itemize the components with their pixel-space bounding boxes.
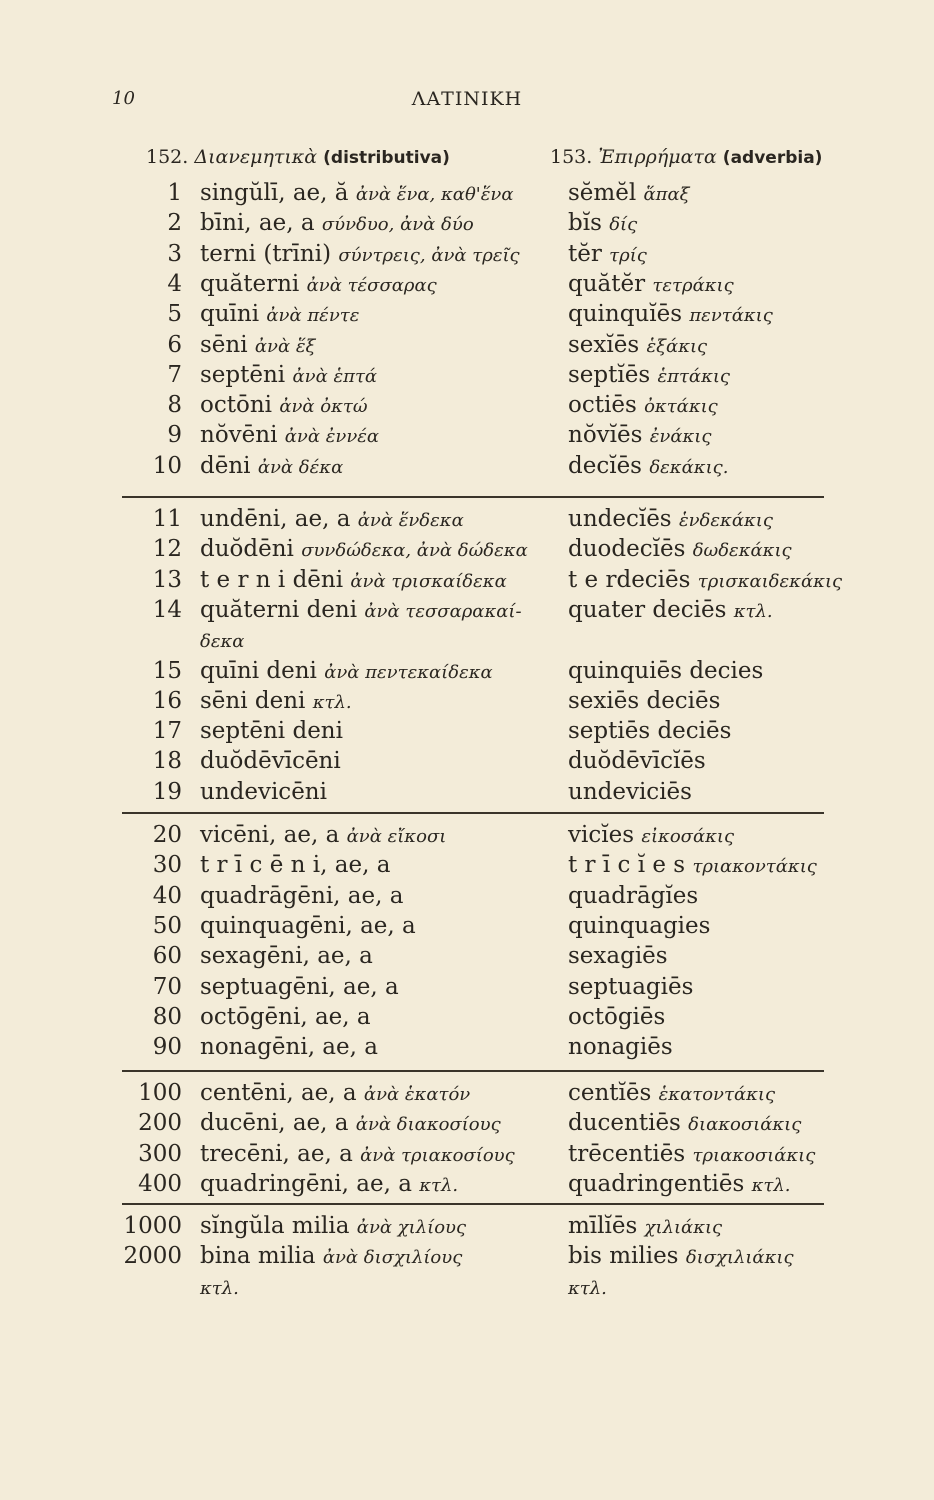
adverb-latin: septuagiēs bbox=[568, 973, 694, 1000]
adverb-latin: octōgiēs bbox=[568, 1003, 666, 1030]
adverb-cell bbox=[568, 536, 792, 562]
adverb-greek: ἑξάκις bbox=[646, 335, 708, 357]
distributive-greek: συνδώδεκα, ἀνὰ δώδεκα bbox=[301, 540, 528, 562]
table-row bbox=[0, 392, 934, 422]
distributive-latin: quinquagēni, ae, a bbox=[200, 912, 416, 939]
distributive-greek: ἀνὰ πέντε bbox=[266, 305, 360, 327]
numeral-value: 80 bbox=[152, 1003, 182, 1030]
distributive-cell bbox=[200, 536, 528, 562]
section-number: 152. bbox=[146, 146, 189, 168]
table-row bbox=[0, 1141, 934, 1171]
distributive-latin: t r ī c ē n i, ae, a bbox=[200, 852, 391, 879]
distributive-cell bbox=[200, 1004, 371, 1030]
adverb-latin: septĭēs bbox=[568, 361, 651, 388]
distributive-greek: ἀνὰ εἴκοσι bbox=[346, 826, 447, 847]
section-heading-adverbia bbox=[550, 146, 822, 168]
distributive-latin: quīni bbox=[200, 301, 260, 328]
distributive-latin: quadrāgēni, ae, a bbox=[200, 882, 404, 909]
adverb-greek: δεκάκις. bbox=[649, 456, 729, 478]
adverb-latin: duodecĭēs bbox=[568, 536, 686, 563]
distributive-latin: octōgēni, ae, a bbox=[200, 1003, 371, 1030]
adverb-greek: τρισκαιδεκάκις bbox=[697, 570, 843, 592]
distributive-greek: ἀνὰ ἕνδεκα bbox=[357, 510, 464, 531]
table-row bbox=[0, 1004, 934, 1034]
distributive-cell bbox=[200, 779, 327, 805]
adverb-greek: ἐνάκις bbox=[649, 426, 712, 448]
adverb-greek: πεντάκις bbox=[689, 305, 773, 327]
distributive-latin: singŭlī, ae, ă bbox=[200, 180, 349, 206]
distributive-cell bbox=[200, 852, 390, 878]
distributive-greek: ἀνὰ πεντεκαίδεκα bbox=[324, 661, 493, 683]
distributive-cell bbox=[200, 392, 368, 418]
distributive-latin: quadringēni, ae, a bbox=[200, 1170, 412, 1197]
distributive-greek: ἀνὰ τεσσαρακαί- bbox=[364, 600, 522, 622]
distributive-greek: ἀνὰ ἑπτά bbox=[292, 365, 378, 387]
adverb-cell bbox=[568, 1213, 722, 1239]
distributive-latin: sĭngŭla milia bbox=[200, 1213, 350, 1239]
adverb-greek: ἑκατοντάκις bbox=[658, 1084, 776, 1105]
distributive-greek: ἀνὰ ἕνα, καθ'ἕνα bbox=[355, 184, 514, 205]
table-row bbox=[0, 536, 934, 566]
distributive-cell bbox=[200, 718, 343, 744]
distributive-greek: σύντρεις, ἀνὰ τρεῖς bbox=[338, 244, 520, 266]
table-row bbox=[0, 597, 934, 627]
numeral-value: 5 bbox=[167, 301, 182, 328]
distributive-greek: κτλ. bbox=[312, 691, 352, 713]
adverb-latin: vicĭes bbox=[568, 822, 635, 848]
section-title-latin: (distributiva) bbox=[323, 148, 450, 168]
adverb-greek: δίς bbox=[609, 214, 638, 236]
distributive-latin: trecēni, ae, a bbox=[200, 1140, 353, 1167]
distributive-greek: ἀνὰ δέκα bbox=[257, 456, 344, 478]
section-heading-distributiva bbox=[146, 146, 450, 168]
adverb-cell bbox=[568, 453, 728, 479]
adverb-latin: quinquiēs decies bbox=[568, 657, 764, 684]
table-row bbox=[0, 943, 934, 973]
adverb-cell bbox=[568, 506, 773, 532]
distributive-cell bbox=[200, 658, 493, 684]
numeral-value: 19 bbox=[152, 778, 182, 805]
numeral-value: 30 bbox=[152, 852, 182, 879]
adverb-cell bbox=[568, 1034, 673, 1060]
adverb-latin: centĭēs bbox=[568, 1080, 652, 1106]
numeral-value: 100 bbox=[138, 1080, 182, 1106]
adverb-latin: t e rdeciēs bbox=[568, 566, 691, 593]
adverb-latin: bis milies bbox=[568, 1243, 679, 1270]
adverb-latin: octiēs bbox=[568, 392, 637, 419]
numeral-value: 400 bbox=[138, 1170, 182, 1197]
table-row bbox=[0, 974, 934, 1004]
distributive-greek: ἀνὰ δισχιλίους bbox=[322, 1247, 463, 1269]
numeral-value: 6 bbox=[167, 331, 182, 358]
distributive-latin: sēni deni bbox=[200, 687, 306, 714]
adverb-cell bbox=[568, 567, 842, 593]
distributive-cell bbox=[200, 822, 446, 848]
adverb-cell bbox=[568, 210, 637, 236]
table-row bbox=[0, 1274, 934, 1304]
numeral-value: 2000 bbox=[123, 1243, 182, 1270]
distributive-latin: terni (trīni) bbox=[200, 240, 332, 267]
table-row bbox=[0, 271, 934, 301]
adverb-latin: quadringentiēs bbox=[568, 1170, 745, 1197]
distributive-cell bbox=[200, 210, 474, 236]
adverb-greek: δωδεκάκις bbox=[692, 540, 792, 562]
table-row bbox=[0, 1243, 934, 1273]
table-row bbox=[0, 210, 934, 240]
distributive-cell bbox=[200, 506, 464, 532]
numeral-value: 11 bbox=[152, 506, 182, 532]
adverb-greek: δισχιλιάκις bbox=[685, 1247, 794, 1269]
adverb-latin: quadrāgĭes bbox=[568, 882, 699, 909]
group-divider bbox=[122, 812, 824, 814]
adverb-greek: ἑνδεκάκις bbox=[678, 510, 773, 531]
distributive-latin: bīni, ae, a bbox=[200, 210, 315, 237]
distributive-greek: σύνδυο, ἀνὰ δύο bbox=[321, 214, 474, 236]
adverb-greek: ἑπτάκις bbox=[657, 365, 731, 387]
distributive-cell bbox=[200, 1141, 515, 1167]
adverb-greek: κτλ. bbox=[733, 600, 773, 622]
adverb-greek: ὀκτάκις bbox=[644, 396, 718, 418]
table-row bbox=[0, 422, 934, 452]
distributive-latin: duŏdēvīcēni bbox=[200, 748, 341, 775]
adverb-cell bbox=[568, 1243, 794, 1269]
numeral-value: 8 bbox=[167, 392, 182, 419]
numeral-value: 9 bbox=[167, 422, 182, 449]
distributive-greek: κτλ. bbox=[200, 1277, 239, 1299]
adverb-cell bbox=[568, 822, 734, 848]
distributive-greek: ἀνὰ τρισκαίδεκα bbox=[350, 570, 507, 592]
adverb-greek: τρίς bbox=[609, 244, 647, 266]
group-divider bbox=[122, 1070, 824, 1072]
distributive-cell bbox=[200, 180, 514, 206]
adverb-latin: nonagiēs bbox=[568, 1034, 673, 1061]
distributive-latin: nonagēni, ae, a bbox=[200, 1034, 378, 1061]
adverb-latin: mīlĭēs bbox=[568, 1213, 638, 1239]
distributive-cell bbox=[200, 883, 403, 909]
numeral-value: 15 bbox=[152, 657, 182, 684]
table-row bbox=[0, 1213, 934, 1243]
numeral-value: 200 bbox=[138, 1110, 182, 1137]
distributive-greek: ἀνὰ χιλίους bbox=[356, 1217, 467, 1238]
numeral-value: 1 bbox=[167, 180, 182, 206]
distributive-cell bbox=[200, 943, 373, 969]
distributive-latin: septuagēni, ae, a bbox=[200, 973, 399, 1000]
adverb-cell bbox=[568, 779, 692, 805]
table-row bbox=[0, 241, 934, 271]
adverb-latin: bĭs bbox=[568, 210, 602, 237]
table-row bbox=[0, 852, 934, 882]
table-row bbox=[0, 453, 934, 483]
numeral-value: 1000 bbox=[123, 1213, 182, 1239]
distributive-latin: duŏdēni bbox=[200, 536, 294, 563]
distributive-latin: septēni bbox=[200, 361, 286, 388]
adverb-cell bbox=[568, 658, 763, 684]
distributive-latin: undēni, ae, a bbox=[200, 506, 351, 532]
distributive-latin: sēni bbox=[200, 331, 248, 358]
distributive-cell bbox=[200, 748, 341, 774]
distributive-cell bbox=[200, 627, 244, 653]
numeral-value: 10 bbox=[152, 452, 182, 479]
table-row bbox=[0, 1034, 934, 1064]
adverb-cell bbox=[568, 1274, 607, 1300]
adverb-greek: ἅπαξ bbox=[643, 184, 690, 205]
table-row bbox=[0, 688, 934, 718]
distributive-cell bbox=[200, 362, 377, 388]
distributive-greek: ἀνὰ διακοσίους bbox=[355, 1114, 501, 1136]
distributive-latin: quīni deni bbox=[200, 657, 317, 684]
adverb-latin: quătĕr bbox=[568, 270, 646, 297]
table-row bbox=[0, 1171, 934, 1201]
adverb-latin: sĕmĕl bbox=[568, 180, 637, 206]
distributive-cell bbox=[200, 597, 522, 623]
distributive-latin: octōni bbox=[200, 392, 272, 419]
section-title-greek: Ἐπιρρήματα bbox=[598, 146, 717, 168]
adverb-cell bbox=[568, 301, 773, 327]
distributive-latin: ducēni, ae, a bbox=[200, 1110, 349, 1137]
adverb-greek: εἰκοσάκις bbox=[641, 826, 735, 847]
adverb-latin: duŏdēvīcĭēs bbox=[568, 748, 706, 775]
distributive-cell bbox=[200, 974, 399, 1000]
distributive-greek: ἀνὰ ἐννέα bbox=[284, 426, 380, 448]
adverb-latin: decĭēs bbox=[568, 452, 642, 479]
adverb-cell bbox=[568, 718, 731, 744]
distributive-cell bbox=[200, 1034, 378, 1060]
table-row bbox=[0, 567, 934, 597]
adverb-cell bbox=[568, 1004, 665, 1030]
numeral-value: 4 bbox=[167, 270, 182, 297]
adverb-cell bbox=[568, 241, 647, 267]
distributive-greek: ἀνὰ τέσσαρας bbox=[306, 274, 437, 296]
adverb-latin: quinquĭēs bbox=[568, 301, 683, 328]
numeral-value: 40 bbox=[152, 882, 182, 909]
group-divider bbox=[122, 1203, 824, 1205]
adverb-greek: διακοσιάκις bbox=[688, 1114, 802, 1136]
numeral-value: 18 bbox=[152, 748, 182, 775]
adverb-latin: quinquagies bbox=[568, 912, 711, 939]
distributive-latin: nŏvēni bbox=[200, 422, 278, 449]
table-row bbox=[0, 1080, 934, 1110]
adverb-greek: τριακοσιάκις bbox=[692, 1144, 816, 1166]
distributive-latin: quăterni deni bbox=[200, 596, 358, 623]
numeral-value: 70 bbox=[152, 973, 182, 1000]
page-number: 10 bbox=[112, 88, 135, 109]
numeral-value: 3 bbox=[167, 240, 182, 267]
numeral-value: 16 bbox=[152, 687, 182, 714]
table-row bbox=[0, 718, 934, 748]
distributive-greek: ἀνὰ ἕξ bbox=[254, 335, 316, 357]
distributive-greek: ἀνὰ ἑκατόν bbox=[363, 1084, 471, 1105]
numeral-value: 12 bbox=[152, 536, 182, 563]
adverb-latin: sexiēs deciēs bbox=[568, 687, 721, 714]
distributive-cell bbox=[200, 567, 507, 593]
table-row bbox=[0, 627, 934, 657]
distributive-cell bbox=[200, 1171, 458, 1197]
adverb-latin: ducentiēs bbox=[568, 1110, 681, 1137]
adverb-latin: sexĭēs bbox=[568, 331, 640, 358]
adverb-latin: trēcentiēs bbox=[568, 1140, 686, 1167]
distributive-cell bbox=[200, 1274, 239, 1300]
distributive-cell bbox=[200, 453, 343, 479]
adverb-cell bbox=[568, 1141, 815, 1167]
table-row bbox=[0, 301, 934, 331]
distributive-cell bbox=[200, 1213, 466, 1239]
adverb-cell bbox=[568, 597, 773, 623]
numeral-value: 300 bbox=[138, 1140, 182, 1167]
distributive-greek: δεκα bbox=[200, 631, 245, 653]
distributive-latin: sexagēni, ae, a bbox=[200, 943, 373, 970]
adverb-cell bbox=[568, 392, 718, 418]
distributive-cell bbox=[200, 1243, 462, 1269]
table-row bbox=[0, 883, 934, 913]
numeral-value: 90 bbox=[152, 1034, 182, 1061]
table-row bbox=[0, 180, 934, 210]
table-row bbox=[0, 506, 934, 536]
adverb-cell bbox=[568, 271, 734, 297]
distributive-latin: septēni deni bbox=[200, 718, 343, 745]
section-title-latin: (adverbia) bbox=[722, 148, 823, 168]
adverb-cell bbox=[568, 748, 706, 774]
adverb-latin: quater deciēs bbox=[568, 596, 727, 623]
numeral-value: 2 bbox=[167, 210, 182, 237]
distributive-greek: ἀνὰ ὀκτώ bbox=[279, 396, 368, 418]
section-title-greek: Διανεμητικὰ bbox=[194, 146, 318, 168]
adverb-greek: τριακοντάκις bbox=[692, 856, 817, 878]
distributive-cell bbox=[200, 332, 315, 358]
distributive-latin: quăterni bbox=[200, 270, 300, 297]
adverb-cell bbox=[568, 688, 720, 714]
distributive-greek: κτλ. bbox=[419, 1174, 459, 1196]
adverb-latin: sexagiēs bbox=[568, 943, 668, 970]
distributive-cell bbox=[200, 913, 416, 939]
running-title: ΛΑΤΙΝΙΚΗ bbox=[411, 88, 523, 110]
adverb-cell bbox=[568, 180, 690, 206]
adverb-latin: undeviciēs bbox=[568, 778, 692, 805]
adverb-greek: τετράκις bbox=[652, 274, 734, 296]
table-row bbox=[0, 913, 934, 943]
section-number: 153. bbox=[550, 146, 593, 168]
adverb-greek: χιλιάκις bbox=[644, 1217, 723, 1238]
adverb-cell bbox=[568, 362, 730, 388]
distributive-greek: ἀνὰ τριακοσίους bbox=[360, 1144, 515, 1166]
adverb-latin: t r ī c ĭ e s bbox=[568, 852, 686, 879]
distributive-cell bbox=[200, 688, 352, 714]
distributive-cell bbox=[200, 1110, 501, 1136]
table-row bbox=[0, 362, 934, 392]
numeral-value: 60 bbox=[152, 943, 182, 970]
distributive-cell bbox=[200, 271, 437, 297]
table-row bbox=[0, 822, 934, 852]
numeral-value: 7 bbox=[167, 361, 182, 388]
adverb-cell bbox=[568, 422, 711, 448]
distributive-cell bbox=[200, 301, 359, 327]
adverb-cell bbox=[568, 943, 668, 969]
adverb-cell bbox=[568, 913, 710, 939]
adverb-cell bbox=[568, 1080, 775, 1106]
adverb-cell bbox=[568, 852, 817, 878]
adverb-cell bbox=[568, 974, 693, 1000]
distributive-cell bbox=[200, 1080, 470, 1106]
numeral-value: 17 bbox=[152, 718, 182, 745]
adverb-cell bbox=[568, 332, 707, 358]
distributive-cell bbox=[200, 241, 520, 267]
table-row bbox=[0, 748, 934, 778]
numeral-value: 50 bbox=[152, 912, 182, 939]
table-row bbox=[0, 658, 934, 688]
distributive-latin: dēni bbox=[200, 452, 251, 479]
numeral-value: 14 bbox=[152, 596, 182, 623]
distributive-cell bbox=[200, 422, 379, 448]
adverb-cell bbox=[568, 883, 698, 909]
numeral-value: 20 bbox=[152, 822, 182, 848]
adverb-greek: κτλ. bbox=[568, 1277, 607, 1299]
adverb-latin: tĕr bbox=[568, 240, 602, 267]
distributive-latin: bina milia bbox=[200, 1243, 316, 1270]
group-divider bbox=[122, 496, 824, 498]
table-row bbox=[0, 779, 934, 809]
distributive-latin: undevicēni bbox=[200, 778, 327, 805]
distributive-latin: t e r n i dēni bbox=[200, 566, 344, 593]
distributive-latin: centēni, ae, a bbox=[200, 1080, 357, 1106]
adverb-latin: nŏvĭēs bbox=[568, 422, 643, 449]
table-row bbox=[0, 1110, 934, 1140]
adverb-cell bbox=[568, 1110, 801, 1136]
adverb-latin: undecĭēs bbox=[568, 506, 672, 532]
adverb-latin: septiēs deciēs bbox=[568, 718, 732, 745]
table-row bbox=[0, 332, 934, 362]
distributive-latin: vicēni, ae, a bbox=[200, 822, 340, 848]
numeral-value: 13 bbox=[152, 566, 182, 593]
adverb-greek: κτλ. bbox=[751, 1174, 791, 1196]
adverb-cell bbox=[568, 1171, 791, 1197]
